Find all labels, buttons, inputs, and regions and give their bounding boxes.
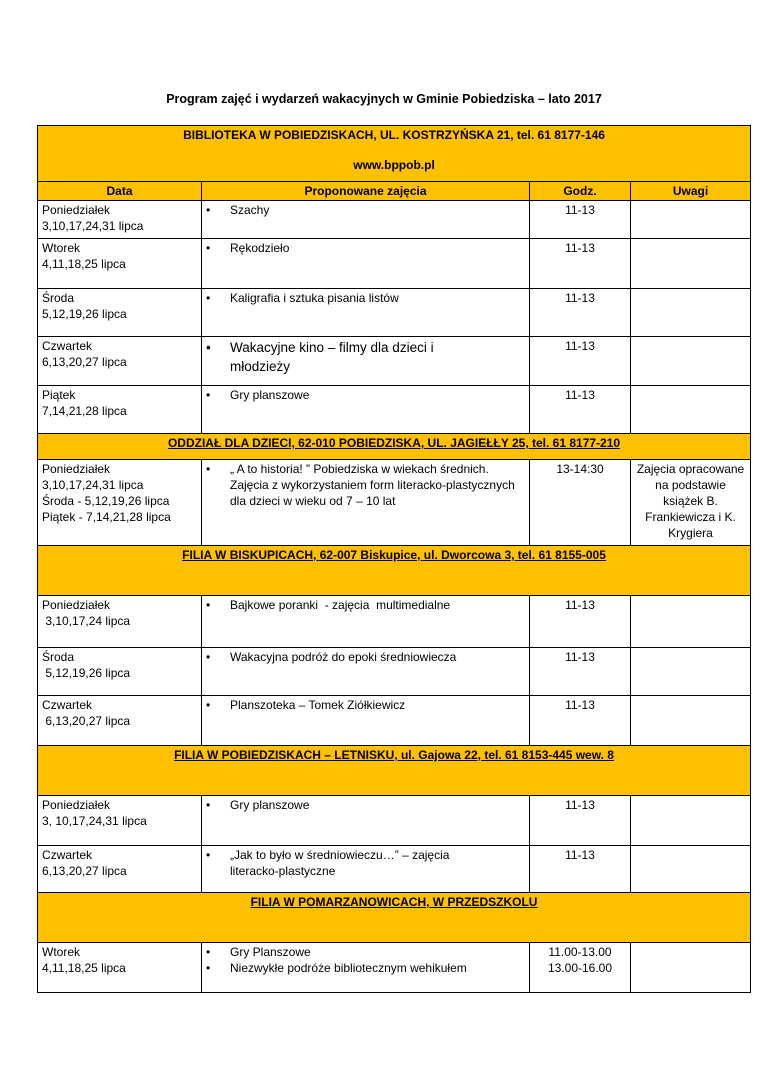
notes-cell bbox=[631, 796, 751, 846]
notes-cell bbox=[631, 696, 751, 746]
dates-text: 6,13,20,27 lipca bbox=[42, 355, 127, 369]
dates-text: 4,11,18,25 lipca bbox=[42, 257, 126, 271]
activity-item: • Bajkowe poranki - zajęcia multimedialne bbox=[230, 597, 525, 613]
section-title: FILIA W BISKUPICACH, 62-007 Biskupice, ul. Dworcowa 3, tel. 61 8155-005 bbox=[182, 548, 606, 562]
day-label: Poniedziałek bbox=[42, 598, 111, 612]
hours-cell: 11-13 bbox=[530, 239, 631, 289]
website-text: www.bppob.pl bbox=[353, 158, 435, 172]
day-label: Środa bbox=[42, 291, 75, 305]
notes-cell bbox=[631, 239, 751, 289]
dates-text: 3,10,17,24,31 lipca bbox=[42, 219, 144, 233]
activity-item: • Gry Planszowe bbox=[230, 944, 525, 960]
notes-cell bbox=[631, 386, 751, 434]
section-title: FILIA W POBIEDZISKACH – LETNISKU, ul. Gajowa 22, tel. 61 8153-445 wew. 8 bbox=[174, 748, 614, 762]
table-row bbox=[38, 337, 751, 386]
table-row bbox=[38, 846, 751, 893]
section-heading-biskupice bbox=[38, 546, 751, 596]
table-row bbox=[38, 289, 751, 337]
activity-item: • Gry planszowe bbox=[230, 797, 525, 813]
day-label: Poniedziałek bbox=[42, 798, 111, 812]
dates-text: 3,10,17,24,31 lipca Środa - 5,12,19,26 lipca Piątek - 7,14,21,28 lipca bbox=[42, 478, 171, 524]
dates-text: 5,12,19,26 lipca bbox=[42, 666, 131, 680]
table-row bbox=[38, 696, 751, 746]
section-heading-biblioteka bbox=[38, 126, 751, 182]
section-title: FILIA W POMARZANOWICACH, W PRZEDSZKOLU bbox=[250, 895, 538, 909]
activity-item: • Niezwykłe podróże bibliotecznym wehikułem bbox=[230, 960, 525, 976]
hours-cell: 11-13 bbox=[530, 337, 631, 386]
day-label: Wtorek bbox=[42, 945, 81, 959]
section-heading-letnisko bbox=[38, 746, 751, 796]
table-row bbox=[38, 943, 751, 993]
table-row bbox=[38, 596, 751, 648]
activity-item: • Wakacyjna podróż do epoki średniowiecza bbox=[230, 649, 525, 665]
activity-item: • Gry planszowe bbox=[230, 387, 525, 403]
notes-cell bbox=[631, 846, 751, 893]
hours-cell: 11-13 bbox=[530, 648, 631, 696]
header-notes: Uwagi bbox=[631, 182, 751, 201]
hours-cell: 11.00-13.00 bbox=[548, 945, 612, 959]
table-row bbox=[38, 460, 751, 546]
dates-text: 3,10,17,24 lipca bbox=[42, 614, 131, 628]
table-row bbox=[38, 239, 751, 289]
day-label: Poniedziałek bbox=[42, 462, 111, 476]
section-heading-pomarzanowice bbox=[38, 893, 751, 943]
day-label: Piątek bbox=[42, 388, 76, 402]
program-table bbox=[37, 125, 751, 993]
section-title: BIBLIOTEKA W POBIEDZISKACH, UL. KOSTRZYŃSKA 21, tel. 61 8177-146 bbox=[183, 128, 605, 142]
activity-item: • Kaligrafia i sztuka pisania listów bbox=[230, 290, 525, 306]
activity-item: • Rękodzieło bbox=[230, 240, 525, 256]
table-row bbox=[38, 386, 751, 434]
activity-item: • Szachy bbox=[230, 202, 525, 218]
hours-cell: 11-13 bbox=[530, 201, 631, 239]
section-heading-oddzial bbox=[38, 434, 751, 460]
notes-cell bbox=[631, 201, 751, 239]
hours-cell: 11-13 bbox=[530, 289, 631, 337]
notes-cell bbox=[631, 648, 751, 696]
notes-cell bbox=[631, 596, 751, 648]
hours-cell: 13-14:30 bbox=[530, 460, 631, 546]
header-hours: Godz. bbox=[530, 182, 631, 201]
dates-text: 3, 10,17,24,31 lipca bbox=[42, 814, 147, 828]
dates-text: 5,12,19,26 lipca bbox=[42, 307, 127, 321]
notes-cell bbox=[631, 943, 751, 993]
day-label: Poniedziałek bbox=[42, 203, 111, 217]
dates-text: 6,13,20,27 lipca bbox=[42, 714, 131, 728]
table-row bbox=[38, 648, 751, 696]
day-label: Środa bbox=[42, 650, 75, 664]
header-activities: Proponowane zajęcia bbox=[202, 182, 530, 201]
section-title: ODDZIAŁ DLA DZIECI, 62-010 POBIEDZISKA, UL. JAGIEŁŁY 25, tel. 61 8177-210 bbox=[167, 436, 621, 450]
dates-text: 6,13,20,27 lipca bbox=[42, 864, 127, 878]
table-row bbox=[38, 201, 751, 239]
notes-cell bbox=[631, 337, 751, 386]
activity-item: • „ A to historia! ” Pobiedziska w wiekach średnich. Zajęcia z wykorzystaniem form literacko-plastycznych dla dzieci w wieku od 7 – 10 lat bbox=[230, 461, 525, 509]
hours-cell: 13.00-16.00 bbox=[547, 961, 613, 975]
day-label: Czwartek bbox=[42, 848, 93, 862]
day-label: Wtorek bbox=[42, 241, 81, 255]
dates-text: 4,11,18,25 lipca bbox=[42, 961, 126, 975]
hours-cell: 11-13 bbox=[530, 796, 631, 846]
notes-cell bbox=[631, 289, 751, 337]
header-date: Data bbox=[38, 182, 202, 201]
table-row bbox=[38, 796, 751, 846]
activity-item: • Planszoteka – Tomek Ziółkiewicz bbox=[230, 697, 525, 713]
dates-text: 7,14,21,28 lipca bbox=[42, 404, 127, 418]
hours-cell: 11-13 bbox=[530, 696, 631, 746]
document-title: Program zajęć i wydarzeń wakacyjnych w Gminie Pobiedziska – lato 2017 bbox=[166, 92, 602, 106]
hours-cell: 11-13 bbox=[530, 846, 631, 893]
activity-item: • Wakacyjne kino – filmy dla dzieci i młodzieży bbox=[230, 338, 465, 376]
day-label: Czwartek bbox=[42, 339, 93, 353]
activity-item: • „Jak to było w średniowieczu…” – zajęcia literacko-plastyczne bbox=[230, 847, 455, 879]
notes-cell: Zajęcia opracowane na podstawie książek B. Frankiewicza i K. Krygiera bbox=[631, 460, 751, 546]
hours-cell: 11-13 bbox=[530, 386, 631, 434]
hours-cell: 11-13 bbox=[530, 596, 631, 648]
day-label: Czwartek bbox=[42, 698, 93, 712]
